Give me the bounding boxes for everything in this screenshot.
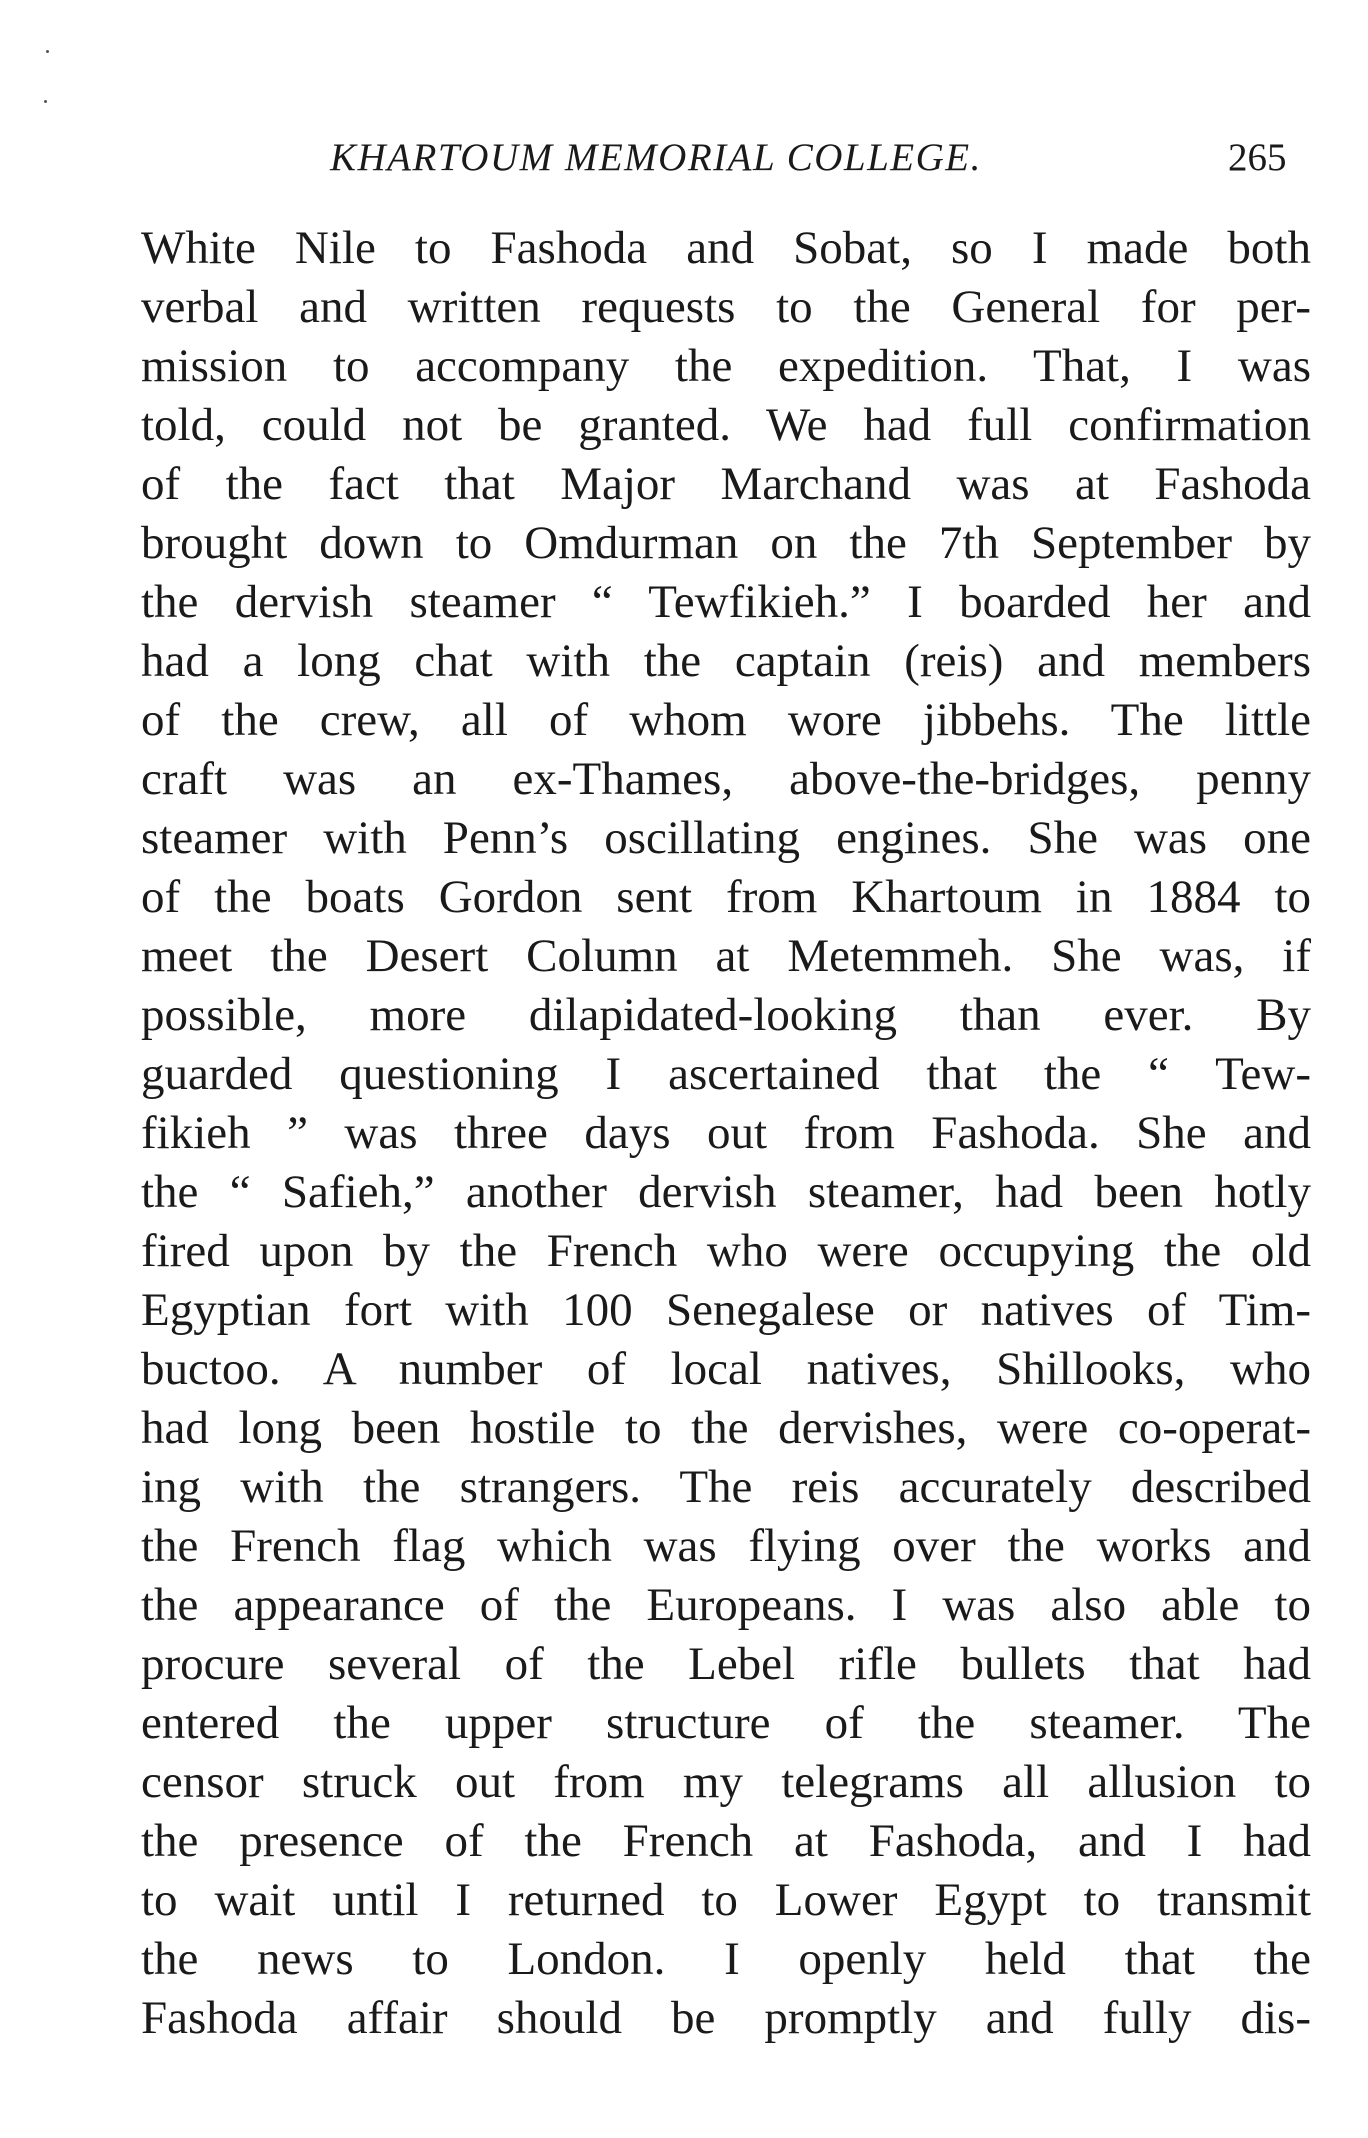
text-line: of the boats Gordon sent from Khartoum in 1884 to (141, 871, 1311, 923)
text-line: the French flag which was flying over the works and (141, 1520, 1311, 1572)
text-line: craft was an ex-Thames, above-the-bridges, penny (141, 753, 1311, 805)
text-line: brought down to Omdurman on the 7th September by (141, 517, 1311, 569)
text-line: had a long chat with the captain (reis) and members (141, 635, 1311, 687)
text-line: entered the upper structure of the steamer. The (141, 1697, 1311, 1749)
running-header (0, 130, 1368, 186)
text-line: mission to accompany the expedition. That, I was (141, 340, 1311, 392)
text-line: of the crew, all of whom wore jibbehs. The little (141, 694, 1311, 746)
text-line: fikieh ” was three days out from Fashoda. She and (141, 1107, 1311, 1159)
text-line: to wait until I returned to Lower Egypt to transmit (141, 1874, 1311, 1926)
text-line: of the fact that Major Marchand was at Fashoda (141, 458, 1311, 510)
text-line: the “ Safieh,” another dervish steamer, had been hotly (141, 1166, 1311, 1218)
text-line: verbal and written requests to the General for per- (141, 281, 1311, 333)
text-line: steamer with Penn’s oscillating engines. She was one (141, 812, 1311, 864)
text-line: guarded questioning I ascertained that the “ Tew- (141, 1048, 1311, 1100)
text-line: the appearance of the Europeans. I was also able to (141, 1579, 1311, 1631)
margin-speck (44, 100, 47, 103)
text-line: procure several of the Lebel rifle bullets that had (141, 1638, 1311, 1690)
text-line: White Nile to Fashoda and Sobat, so I made both (141, 222, 1311, 274)
text-line: censor struck out from my telegrams all allusion to (141, 1756, 1311, 1808)
text-line: meet the Desert Column at Metemmeh. She was, if (141, 930, 1311, 982)
text-line: Fashoda affair should be promptly and fully dis- (141, 1992, 1311, 2044)
text-line: told, could not be granted. We had full confirmation (141, 399, 1311, 451)
text-line: fired upon by the French who were occupying the old (141, 1225, 1311, 1277)
text-line: buctoo. A number of local natives, Shillooks, who (141, 1343, 1311, 1395)
body-text (141, 219, 1311, 2048)
page-number: 265 (1228, 136, 1287, 179)
text-line: ing with the strangers. The reis accurately described (141, 1461, 1311, 1513)
text-line: the dervish steamer “ Tewfikieh.” I boarded her and (141, 576, 1311, 628)
text-line: possible, more dilapidated-looking than ever. By (141, 989, 1311, 1041)
text-line: had long been hostile to the dervishes, were co-operat- (141, 1402, 1311, 1454)
text-line: the news to London. I openly held that the (141, 1933, 1311, 1985)
margin-speck (46, 50, 49, 53)
text-line: Egyptian fort with 100 Senegalese or natives of Tim- (141, 1284, 1311, 1336)
running-title: KHARTOUM MEMORIAL COLLEGE. (330, 136, 982, 179)
text-line: the presence of the French at Fashoda, and I had (141, 1815, 1311, 1867)
